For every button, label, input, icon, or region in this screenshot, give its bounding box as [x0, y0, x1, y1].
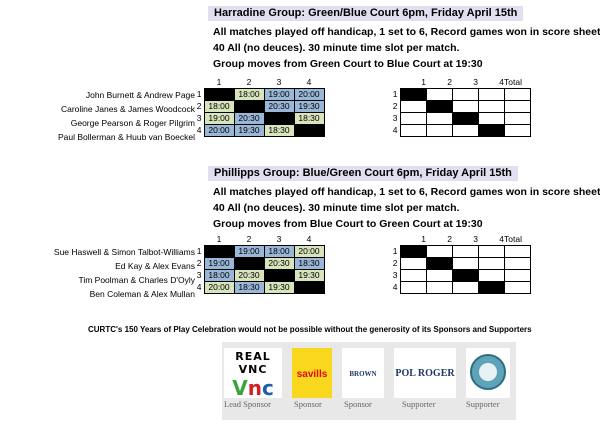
total-cell[interactable]	[504, 113, 530, 125]
table-row	[392, 270, 530, 282]
score-cell[interactable]	[452, 258, 478, 270]
blank-cell	[400, 246, 426, 258]
table-row	[392, 89, 530, 101]
col-header: 2	[246, 234, 252, 244]
row-number: 2	[196, 101, 202, 111]
info-line: 40 All (no deuces). 30 minute time slot per match.	[213, 202, 460, 214]
pair-name: Ben Coleman & Alex Mullan	[89, 289, 195, 299]
col-header: 1	[421, 234, 426, 244]
score-cell[interactable]	[478, 89, 504, 101]
schedule-cell: 20:00	[204, 125, 234, 137]
row-number: 1	[196, 246, 202, 256]
sponsor-caption: Sponsor	[344, 399, 372, 409]
schedule-cell: 19:30	[294, 101, 324, 113]
blank-cell	[234, 258, 264, 270]
table-row	[196, 246, 324, 258]
row-number: 3	[392, 113, 398, 123]
blank-cell	[294, 125, 324, 137]
blank-cell	[400, 89, 426, 101]
blank-cell	[478, 125, 504, 137]
total-cell[interactable]	[504, 101, 530, 113]
blank-cell	[452, 113, 478, 125]
table-row	[196, 89, 324, 101]
schedule-cell: 18:00	[264, 246, 294, 258]
schedule-cell: 18:00	[204, 101, 234, 113]
score-cell[interactable]	[452, 89, 478, 101]
schedule-cell: 19:30	[234, 125, 264, 137]
score-cell[interactable]	[400, 101, 426, 113]
info-line: Group moves from Green Court to Blue Court at 19:30	[213, 58, 483, 70]
total-cell[interactable]	[504, 89, 530, 101]
total-cell[interactable]	[504, 246, 530, 258]
blank-cell	[234, 101, 264, 113]
pair-name: George Pearson & Roger Pilgrim	[70, 118, 195, 128]
schedule-cell: 18:00	[234, 89, 264, 101]
col-header: Total	[504, 77, 522, 87]
blank-cell	[426, 101, 452, 113]
logo-text: POL ROGER	[395, 368, 455, 379]
schedule-cell: 20:00	[204, 282, 234, 294]
score-cell[interactable]	[478, 246, 504, 258]
row-number: 3	[196, 270, 202, 280]
schedule-cell: 18:30	[294, 258, 324, 270]
total-cell[interactable]	[504, 282, 530, 294]
schedule-cell: 20:30	[234, 270, 264, 282]
score-cell[interactable]	[426, 89, 452, 101]
group-1-schedule-grid	[196, 77, 325, 137]
table-row	[196, 270, 324, 282]
schedule-cell: 19:00	[264, 89, 294, 101]
info-line: All matches played off handicap, 1 set to 6, Record games won in score sheet	[213, 186, 600, 198]
nwbrown-logo	[342, 348, 384, 398]
score-cell[interactable]	[400, 282, 426, 294]
schedule-cell: 19:00	[204, 258, 234, 270]
row-number: 3	[196, 113, 202, 123]
pair-name: Paul Bollerman & Huub van Boeckel	[57, 132, 195, 142]
sponsor-caption: Supporter	[466, 399, 500, 409]
savills-logo	[292, 348, 332, 398]
score-cell[interactable]	[452, 101, 478, 113]
table-row	[392, 101, 530, 113]
pair-name: John Burnett & Andrew Page	[85, 90, 195, 100]
row-number: 2	[196, 258, 202, 268]
sponsor-caption: Sponsor	[294, 399, 322, 409]
pair-name: Tim Poolman & Charles D'Oyly	[78, 275, 195, 285]
row-number: 1	[196, 89, 202, 99]
total-cell[interactable]	[504, 270, 530, 282]
score-cell[interactable]	[426, 246, 452, 258]
col-header: Total	[504, 234, 522, 244]
table-row	[196, 113, 324, 125]
schedule-cell: 18:00	[204, 270, 234, 282]
sponsors-thanks: CURTC's 150 Years of Play Celebration would not be possible without the generosity of its Sponsors and Supporters	[88, 325, 532, 334]
sponsor-caption: Lead Sponsor	[224, 399, 271, 409]
group-1-info	[213, 24, 600, 72]
table-row	[392, 113, 530, 125]
group-1-title: Harradine Group: Green/Blue Court 6pm, Friday April 15th	[208, 6, 523, 21]
logo-text: BROWN	[349, 370, 377, 378]
group-2-info	[213, 184, 600, 232]
col-header: 3	[473, 77, 478, 87]
col-header: 2	[447, 234, 452, 244]
schedule-cell: 20:00	[294, 246, 324, 258]
info-line: All matches played off handicap, 1 set to 6, Record games won in score sheet	[213, 26, 600, 38]
table-row	[392, 125, 530, 137]
schedule-cell: 20:30	[234, 113, 264, 125]
score-cell[interactable]	[426, 282, 452, 294]
pair-name: Ed Kay & Alex Evans	[115, 261, 195, 271]
blank-cell	[204, 246, 234, 258]
table-row	[196, 282, 324, 294]
blank-cell	[478, 282, 504, 294]
pair-name: Caroline Janes & James Woodcock	[60, 104, 195, 114]
polroger-logo	[394, 348, 456, 398]
score-cell[interactable]	[400, 258, 426, 270]
score-cell[interactable]	[452, 246, 478, 258]
score-cell[interactable]	[426, 113, 452, 125]
sponsors-panel	[222, 342, 516, 420]
col-header: 1	[216, 234, 222, 244]
crest-icon	[466, 348, 510, 398]
blank-cell	[264, 113, 294, 125]
sponsor-caption: Supporter	[402, 399, 436, 409]
info-line: 40 All (no deuces). 30 minute time slot per match.	[213, 42, 460, 54]
col-header: 3	[473, 234, 478, 244]
logo-text: savills	[296, 369, 328, 380]
score-cell[interactable]	[426, 270, 452, 282]
col-header: 3	[276, 77, 282, 87]
group-1-score-grid	[392, 77, 531, 137]
row-number: 4	[196, 125, 202, 135]
row-number: 3	[392, 270, 398, 280]
score-cell[interactable]	[478, 113, 504, 125]
vnc-mark-icon: Vnc	[232, 376, 274, 400]
group-2-score-grid	[392, 234, 531, 294]
table-row	[392, 258, 530, 270]
score-cell[interactable]	[426, 125, 452, 137]
row-number: 4	[196, 282, 202, 292]
row-number: 2	[392, 101, 398, 111]
table-row	[392, 246, 530, 258]
score-cell[interactable]	[400, 270, 426, 282]
col-header: 1	[421, 77, 426, 87]
row-number: 2	[392, 258, 398, 268]
score-cell[interactable]	[478, 101, 504, 113]
blank-cell	[204, 89, 234, 101]
table-row	[196, 125, 324, 137]
row-number: 1	[392, 246, 398, 256]
schedule-cell: 19:00	[234, 246, 264, 258]
schedule-cell: 18:30	[234, 282, 264, 294]
score-cell[interactable]	[400, 113, 426, 125]
pair-name: Sue Haswell & Simon Talbot-Williams	[53, 247, 195, 257]
score-cell[interactable]	[478, 258, 504, 270]
blank-cell	[452, 270, 478, 282]
club-crest-logo	[466, 348, 510, 398]
schedule-cell: 19:30	[294, 270, 324, 282]
col-header: 4	[306, 77, 312, 87]
schedule-cell: 20:00	[294, 89, 324, 101]
col-header: 2	[246, 77, 252, 87]
row-number: 1	[392, 89, 398, 99]
col-header: 4	[306, 234, 312, 244]
table-row	[196, 101, 324, 113]
schedule-cell: 19:30	[264, 282, 294, 294]
score-cell[interactable]	[478, 270, 504, 282]
col-header: 4	[499, 234, 504, 244]
total-cell[interactable]	[504, 258, 530, 270]
group-2-schedule-grid	[196, 234, 325, 294]
schedule-cell: 18:30	[264, 125, 294, 137]
realvnc-logo	[224, 348, 282, 398]
info-line: Group moves from Blue Court to Green Court at 19:30	[213, 218, 483, 230]
table-row	[392, 282, 530, 294]
schedule-cell: 19:00	[204, 113, 234, 125]
row-number: 4	[392, 125, 398, 135]
col-header: 4	[499, 77, 504, 87]
score-cell[interactable]	[400, 125, 426, 137]
schedule-cell: 20:30	[264, 258, 294, 270]
blank-cell	[264, 270, 294, 282]
table-row	[196, 258, 324, 270]
blank-cell	[294, 282, 324, 294]
logo-text: REAL VNC	[235, 350, 271, 376]
col-header: 2	[447, 77, 452, 87]
schedule-cell: 20:30	[264, 101, 294, 113]
schedule-cell: 18:30	[294, 113, 324, 125]
col-header: 1	[216, 77, 222, 87]
total-cell[interactable]	[504, 125, 530, 137]
score-cell[interactable]	[452, 125, 478, 137]
col-header: 3	[276, 234, 282, 244]
row-number: 4	[392, 282, 398, 292]
blank-cell	[426, 258, 452, 270]
score-cell[interactable]	[452, 282, 478, 294]
group-2-title: Phillipps Group: Blue/Green Court 6pm, Friday April 15th	[208, 166, 518, 181]
